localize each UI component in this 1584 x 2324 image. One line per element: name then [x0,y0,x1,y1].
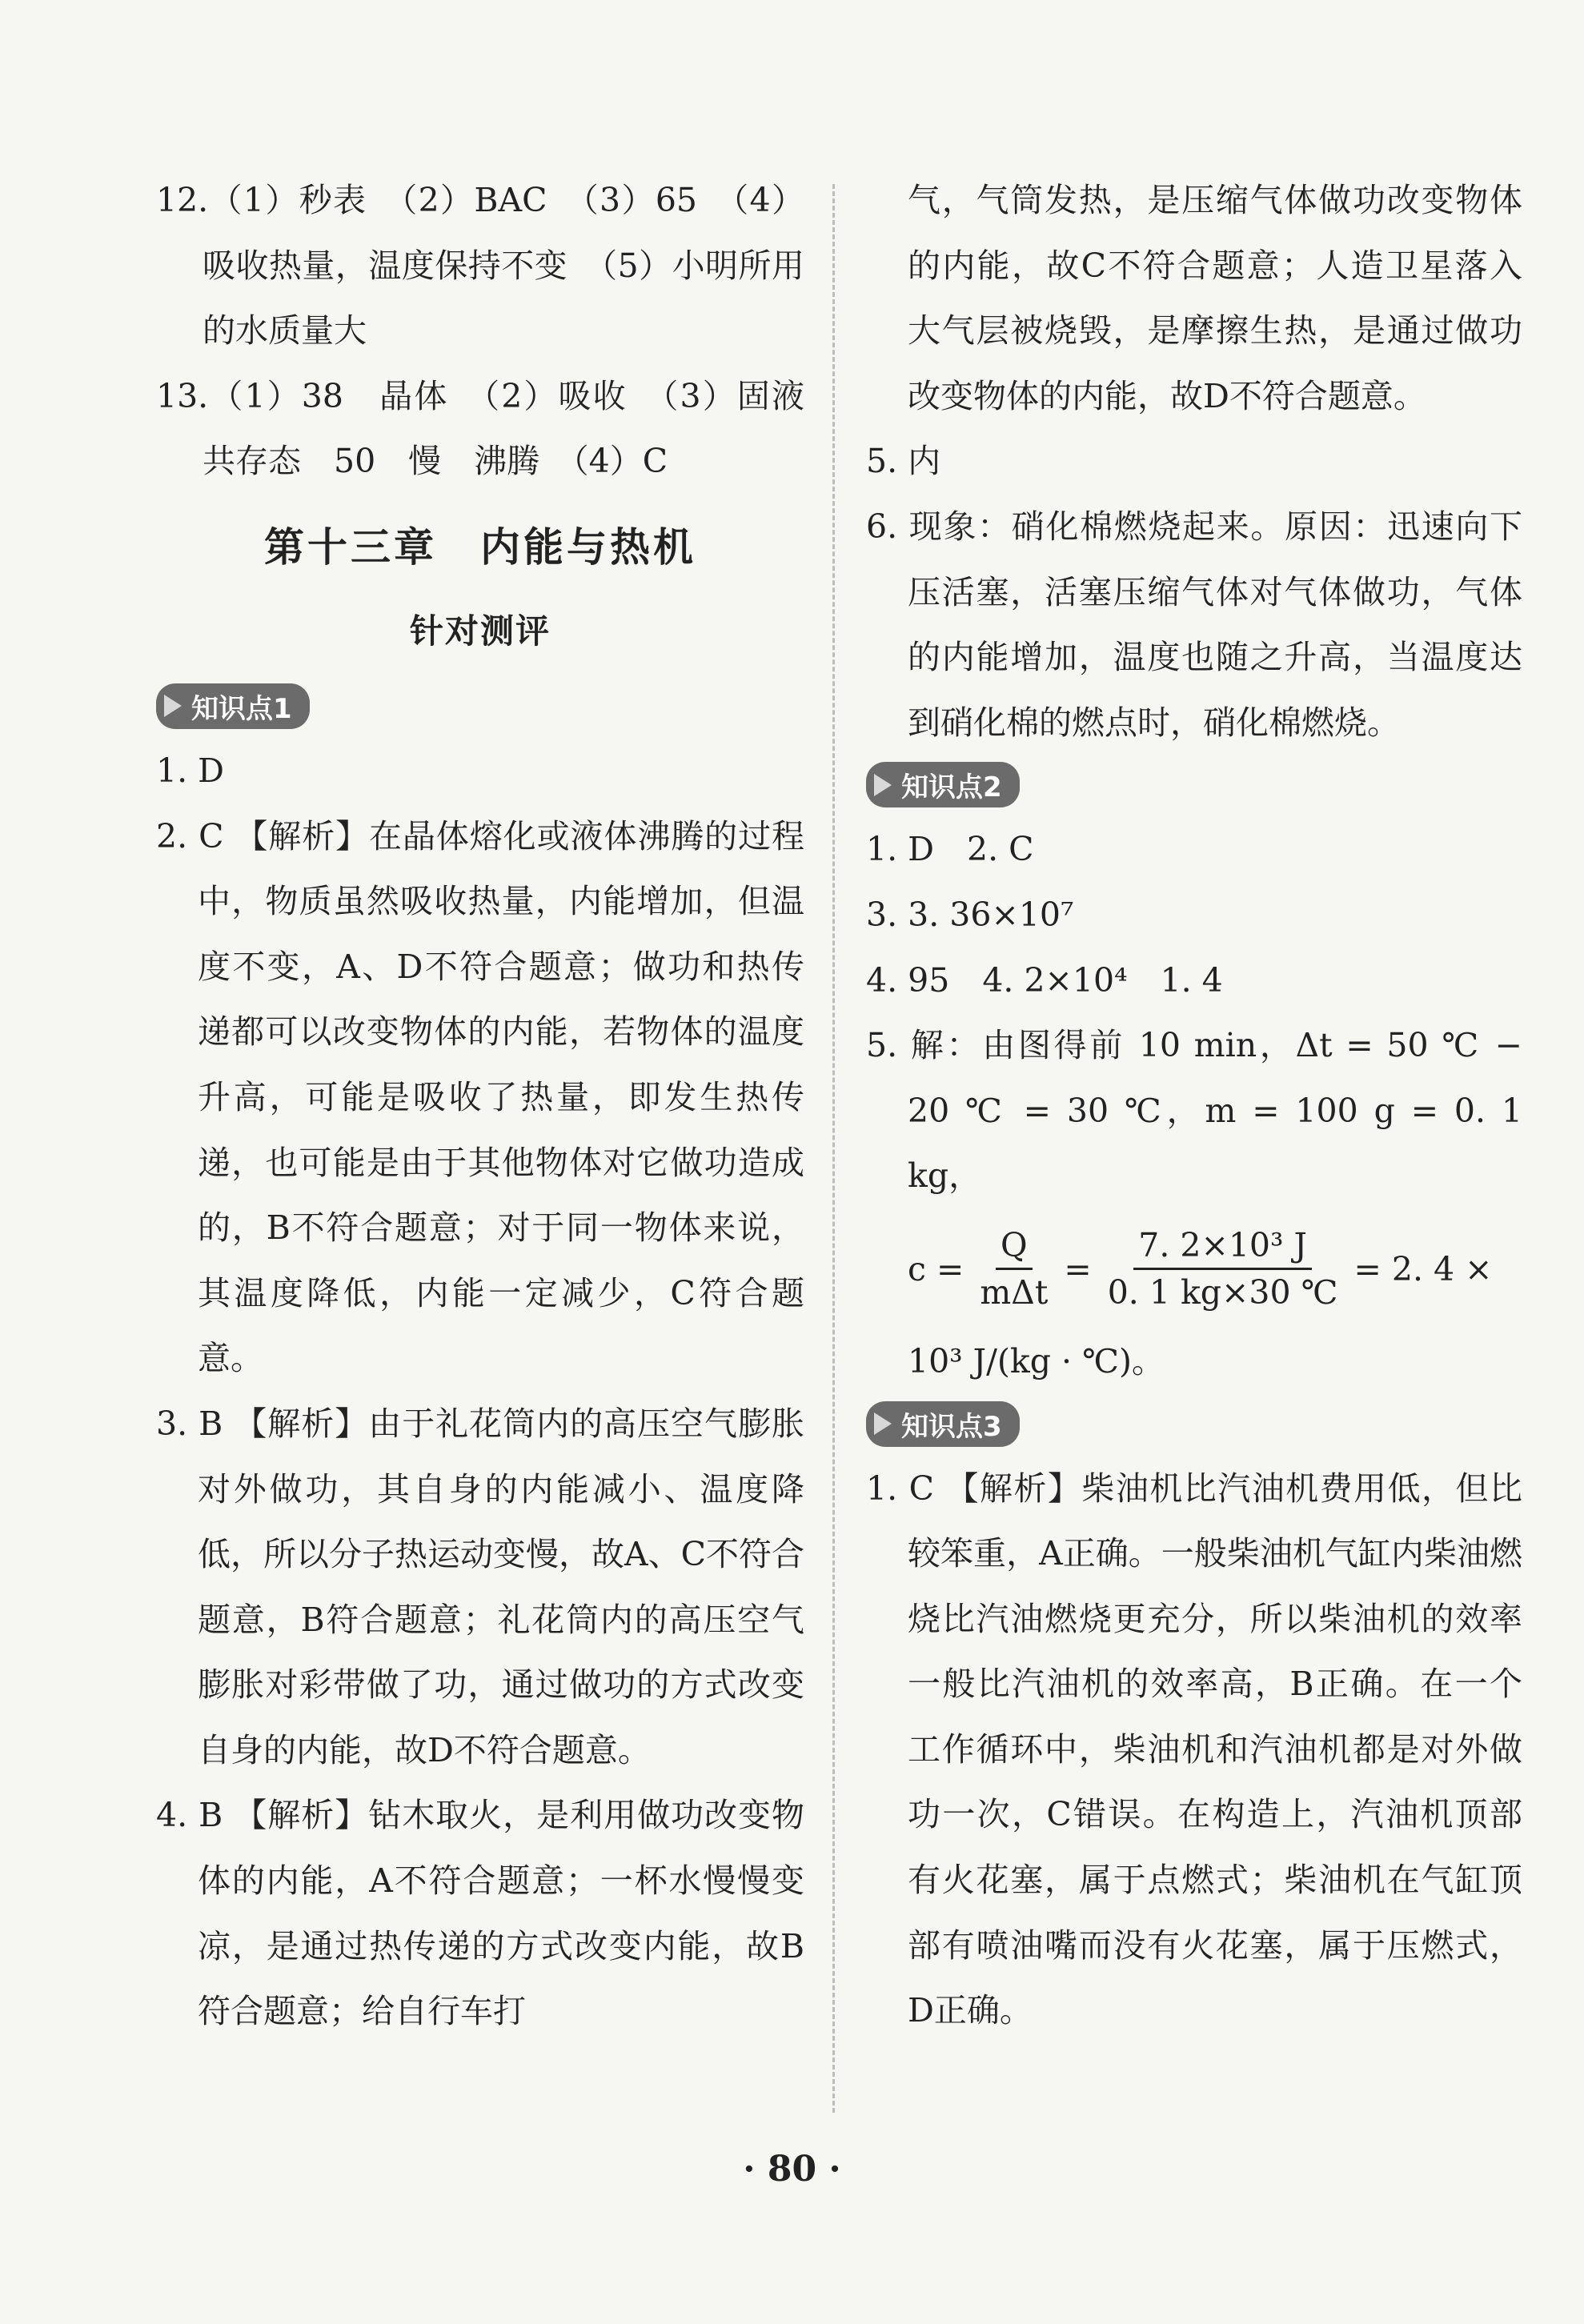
specific-heat-formula [866,1209,1522,1329]
section-title: 针对测评 [409,611,551,651]
kp1-answer-2: 2. C 【解析】在晶体熔化或液体沸腾的过程中，物质虽然吸收热量，内能增加，但温度不变，A、D不符合题意；做功和热传递都可以改变物体的内能，若物体的温度升高，可能是吸收了热量，即发生热传递，也可能是由于其他物体对它做功造成的，B不符合题意；对于同一物体来说，其温度降低，内能一定减少，C符合题意。 [156,816,804,1378]
play-triangle-icon [164,695,182,717]
kp1-answer-4-continued: 气，气筒发热，是压缩气体做功改变物体的内能，故C不符合题意；人造卫星落入大气层被烧毁，是摩擦生热，是通过做功改变物体的内能，故D不符合题意。 [908,181,1522,415]
kp1-answer-6: 6. 现象：硝化棉燃烧起来。原因：迅速向下压活塞，活塞压缩气体对气体做功，气体的内能增加，温度也随之升高，当温度达到硝化棉的燃点时，硝化棉燃烧。 [866,507,1522,742]
knowledge-point-1-badge [156,683,310,729]
answer-12: 12.（1）秒表 （2）BAC （3）65 （4）吸收热量，温度保持不变 （5）小明所用的水质量大 [156,181,804,351]
formula-result-unit: 10³ J/(kg · ℃)。 [908,1341,1165,1380]
answer-13: 13.（1）38 晶体 （2）吸收 （3）固液共存态 50 慢 沸腾 （4）C [156,376,804,481]
equals-sign: = [1064,1249,1092,1288]
knowledge-point-2-label: 知识点2 [901,771,1002,804]
knowledge-point-3-label: 知识点3 [901,1410,1002,1443]
fraction-values [1103,1223,1343,1315]
kp2-answer-5: 5. 解：由图得前 10 min，Δt = 50 ℃ − 20 ℃ = 30 ℃，m = 100 g = 0. 1 kg， [866,1026,1522,1196]
kp1-answer-1: 1. D [156,751,225,790]
kp2-answers-1-2: 1. D 2. C [866,830,1034,869]
formula-rhs: = 2. 4 × [1353,1249,1493,1288]
formula-lhs: c = [908,1249,964,1288]
fraction-q-over-mdt [975,1223,1053,1315]
knowledge-point-3-badge [866,1401,1020,1447]
kp1-answer-3: 3. B 【解析】由于礼花筒内的高压空气膨胀对外做功，其自身的内能减小、温度降低，所以分子热运动变慢，故A、C不符合题意，B符合题意；礼花筒内的高压空气膨胀对彩带做了功，通过做功的方式改变自身的内能，故D不符合题意。 [156,1404,804,1769]
column-divider [832,184,835,2113]
play-triangle-icon [874,774,892,796]
page-number: · 80 · [743,2149,841,2190]
fraction-numerator: Q [996,1223,1033,1270]
fraction-denominator: 0. 1 kg×30 ℃ [1107,1273,1338,1312]
kp1-answer-5: 5. 内 [866,442,941,481]
knowledge-point-1-label: 知识点1 [191,692,292,725]
kp2-answer-4: 4. 95 4. 2×10⁴ 1. 4 [866,960,1223,1000]
fraction-numerator: 7. 2×10³ J [1133,1223,1312,1270]
chapter-title: 第十三章 内能与热机 [264,523,696,571]
kp2-answer-3: 3. 3. 36×10⁷ [866,895,1074,934]
left-column [156,168,804,2045]
right-column [866,168,1522,2044]
fraction-denominator: mΔt [980,1273,1049,1312]
play-triangle-icon [874,1412,892,1435]
kp1-answer-4: 4. B 【解析】钻木取火，是利用做功改变物体的内能，A不符合题意；一杯水慢慢变凉，是通过热传递的方式改变内能，故B符合题意；给自行车打 [156,1796,804,2031]
kp3-answer-1: 1. C 【解析】柴油机比汽油机费用低，但比较笨重，A正确。一般柴油机气缸内柴油燃烧比汽油燃烧更充分，所以柴油机的效率一般比汽油机的效率高，B正确。在一个工作循环中，柴油机和汽油机都是对外做功一次，C错误。在构造上，汽油机顶部有火花塞，属于点燃式；柴油机在气缸顶部有喷油嘴而没有火花塞，属于压燃式，D正确。 [866,1469,1522,2030]
knowledge-point-2-badge [866,762,1020,807]
